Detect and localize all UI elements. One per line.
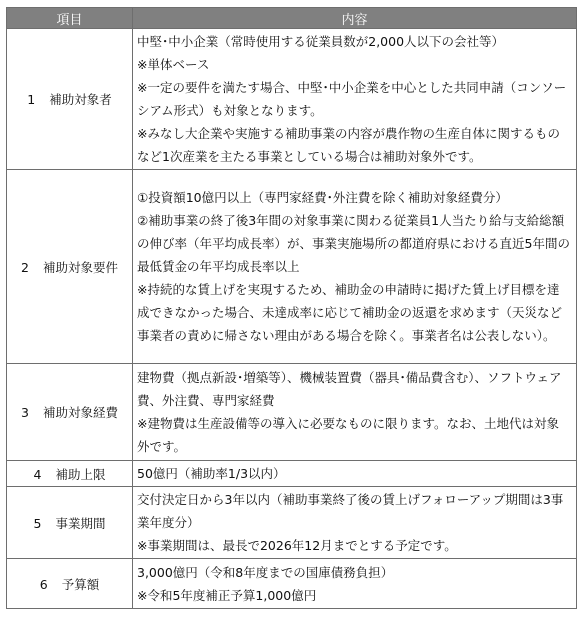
row-label — [7, 364, 133, 461]
row-number: 2 — [21, 259, 29, 275]
row-label — [7, 559, 133, 609]
content-line: 交付決定日から3年以内（補助事業終了後の賃上げフォローアップ期間は3事業年度分） — [137, 492, 564, 530]
content-line: 中堅･中小企業（常時使用する従業員数が2,000人以下の会社等） — [137, 34, 505, 49]
content-line: ※持続的な賃上げを実現するため、補助金の申請時に掲げた賃上げ目標を達成できなかった場合、未達成率に応じて補助金の返還を求めます（天災など事業者の責めに帰さない理由がある場合を除く。事業者名は公表しない）。 — [137, 282, 563, 343]
row-number: 5 — [33, 515, 42, 531]
content-line: ※建物費は生産設備等の導入に必要なものに限ります。なお、土地代は対象外です。 — [137, 416, 559, 454]
row-number: 3 — [21, 405, 29, 420]
row-title: 補助対象経費 — [42, 405, 118, 420]
content-line: 建物費（拠点新設･増築等）、機械装置費（器具･備品費含む）、ソフトウェア費、外注費、専門家経費 — [137, 370, 562, 408]
content-line: ※令和5年度補正予算1,000億円 — [137, 587, 317, 603]
header-item: 項目 — [7, 8, 133, 29]
row-title: 事業期間 — [55, 515, 106, 531]
row-number: 1 — [27, 92, 36, 107]
table-header-row — [7, 8, 577, 29]
content-line: 3,000億円（令和8年度までの国庫債務負担） — [137, 564, 394, 580]
table-row — [7, 29, 577, 170]
row-label — [7, 29, 133, 170]
row-content — [133, 170, 577, 364]
row-title: 補助上限 — [55, 466, 106, 482]
row-content — [133, 461, 577, 487]
row-title: 予算額 — [61, 576, 100, 592]
row-title: 補助対象者 — [49, 92, 112, 107]
content-line: ※単体ベース — [137, 57, 210, 72]
row-label — [7, 461, 133, 487]
row-content — [133, 364, 577, 461]
content-line: ※みなし大企業や実施する補助事業の内容が農作物の生産自体に関するものなど1次産業を主たる事業としている場合は補助対象外です。 — [137, 126, 560, 164]
table-row — [7, 559, 577, 609]
row-content — [133, 559, 577, 609]
row-label — [7, 170, 133, 364]
row-content — [133, 29, 577, 170]
content-line: ※一定の要件を満たす場合、中堅･中小企業を中心とした共同申請（コンソーシアム形式）も対象となります。 — [137, 80, 567, 118]
row-label — [7, 487, 133, 559]
content-line: ②補助事業の終了後3年間の対象事業に関わる従業員1人当たり給与支給総額の伸び率（年平均成長率）が、事業実施場所の都道府県における直近5年間の最低賃金の年平均成長率以上 — [137, 213, 570, 274]
content-line: ①投資額10億円以上（専門家経費･外注費を除く補助対象経費分） — [137, 190, 508, 205]
header-content: 内容 — [133, 8, 577, 29]
table-row — [7, 487, 577, 559]
row-number: 4 — [33, 466, 42, 482]
subsidy-table — [6, 7, 577, 609]
table-row — [7, 461, 577, 487]
row-content — [133, 487, 577, 559]
content-line: 50億円（補助率1/3以内） — [137, 466, 286, 481]
row-number: 6 — [39, 576, 48, 592]
table-row — [7, 170, 577, 364]
row-title: 補助対象要件 — [42, 259, 118, 275]
table-row — [7, 364, 577, 461]
content-line: ※事業期間は、最長で2026年12月までとする予定です。 — [137, 538, 457, 553]
